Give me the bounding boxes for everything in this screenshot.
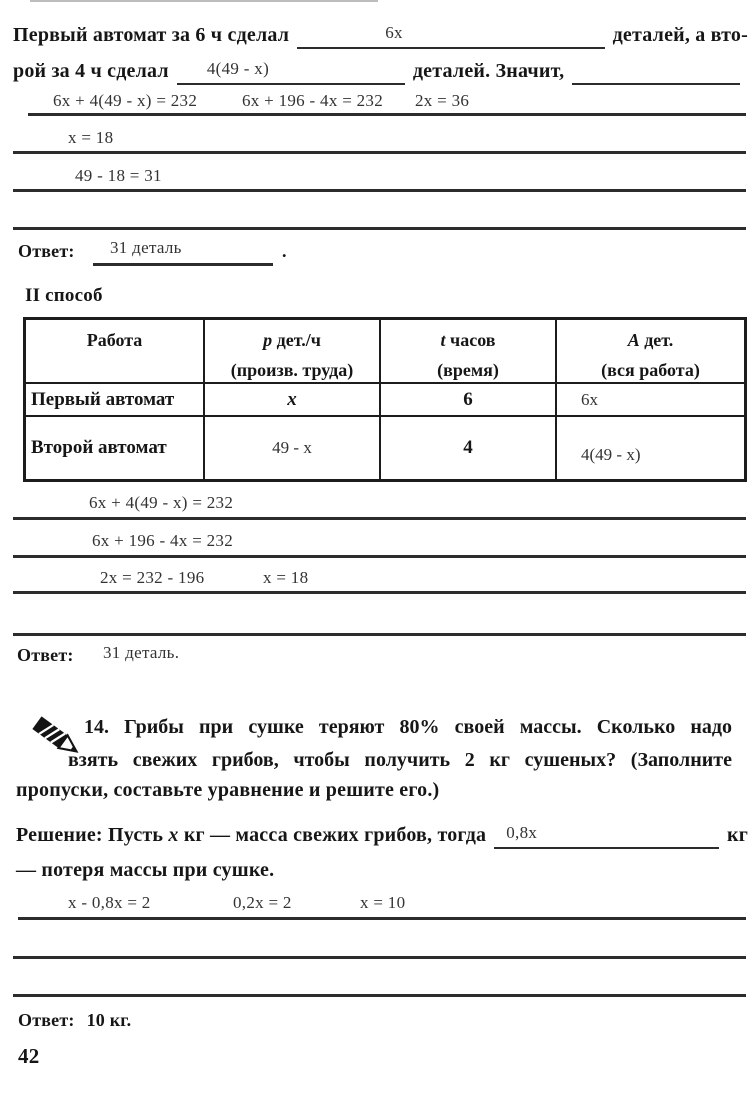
var-p: p [263, 330, 273, 350]
p14-blank-answer: 0,8x [506, 823, 538, 842]
p14-text-line-2: взять свежих грибов, чтобы получить 2 кг сушеных? (Заполните [68, 749, 732, 771]
p14-text-line-1: 14. Грибы при сушке теряют 80% своей массы. Сколько надо [84, 716, 733, 738]
table-header-work: Работа [26, 320, 205, 384]
p13-blank-2 [177, 56, 405, 85]
p14-blank [494, 820, 719, 849]
p14-solution-line-2: — потеря массы при сушке. [16, 859, 275, 881]
p13-equation-3: 2x = 36 [415, 91, 470, 110]
p13-line1-prefix: Первый автомат за 6 ч сделал [13, 24, 290, 46]
answer-underline [93, 263, 273, 266]
table-row1-total: 6x [557, 384, 744, 417]
p13-work-x18: x = 18 [68, 128, 114, 147]
p14-answer-label: Ответ: [18, 1010, 75, 1030]
ruled-line [13, 189, 746, 192]
p14-equation-2: 0,2x = 2 [233, 893, 292, 912]
table-header-total: A дет. (вся работа) [557, 320, 744, 384]
p13-line2-prefix: рой за 4 ч сделал [13, 60, 169, 82]
p13-blank-3 [572, 83, 740, 85]
ruled-line [13, 227, 746, 230]
scan-artifact-line [30, 0, 378, 2]
p14-number: 14. [84, 716, 109, 738]
var-t: t [440, 330, 446, 350]
ruled-line [13, 956, 746, 959]
ruled-line [13, 633, 746, 636]
table-row2-rate: 49 - x [205, 417, 381, 479]
p13-line1-suffix: деталей, а вто- [612, 24, 748, 46]
page-number: 42 [18, 1044, 40, 1068]
table-header-time: t часов (время) [381, 320, 557, 384]
m2-equation-2: 6x + 196 - 4x = 232 [92, 531, 234, 550]
table-row2-time: 4 [381, 417, 557, 479]
p14-equation-1: x - 0,8x = 2 [68, 893, 151, 912]
p14-answer [18, 1010, 131, 1031]
table-row1-rate: x [205, 384, 381, 417]
p13-line2-suffix: деталей. Значит, [412, 60, 565, 82]
p14-solution-prefix: Решение: Пусть x кг — масса свежих грибов, тогда [16, 824, 487, 846]
work-table [23, 317, 747, 482]
var-A: A [627, 330, 640, 350]
p13-answer-label: Ответ: [18, 241, 75, 261]
p13-blank-1 [297, 20, 604, 49]
p13-equation-1: 6x + 4(49 - x) = 232 [53, 91, 198, 110]
p13-answer-period: . [282, 241, 287, 261]
p13-answer-value: 31 деталь [110, 238, 182, 257]
p14-answer-value: 10 кг. [86, 1010, 132, 1030]
p13-work-4918: 49 - 18 = 31 [75, 166, 162, 185]
p14-equation-3: x = 10 [360, 893, 406, 912]
m2-equation-3b: x = 18 [263, 568, 309, 587]
ruled-line [13, 994, 746, 997]
p13-text-line-1 [13, 20, 748, 49]
m2-answer-value: 31 деталь. [103, 643, 180, 662]
ruled-line [13, 591, 746, 594]
table-row2-total: 4(49 - x) [581, 445, 641, 464]
p14-solution-line [16, 820, 748, 849]
table-header-rate: p дет./ч (произв. труда) [205, 320, 381, 384]
ruled-line [18, 917, 746, 920]
p14-solution-suffix: кг [726, 824, 748, 846]
m2-answer-label: Ответ: [17, 645, 74, 665]
var-x: x [168, 824, 179, 846]
p14-text-line-3: пропуски, составьте уравнение и решите его.) [16, 779, 440, 801]
table-row1-time: 6 [381, 384, 557, 417]
m2-equation-1: 6x + 4(49 - x) = 232 [89, 493, 234, 512]
ruled-line [28, 113, 746, 116]
table-row1-label: Первый автомат [26, 384, 205, 417]
m2-equation-3a: 2x = 232 - 196 [100, 568, 205, 587]
p13-equation-2: 6x + 196 - 4x = 232 [242, 91, 384, 110]
ruled-line [13, 151, 746, 154]
ruled-line [13, 517, 746, 520]
ruled-line [13, 555, 746, 558]
table-row2-label: Второй автомат [26, 417, 205, 479]
p13-blank-2-answer: 4(49 - x) [206, 59, 270, 78]
method2-heading: II способ [25, 285, 103, 306]
p13-blank-1-answer: 6x [385, 23, 403, 42]
p13-text-line-2 [13, 56, 748, 85]
